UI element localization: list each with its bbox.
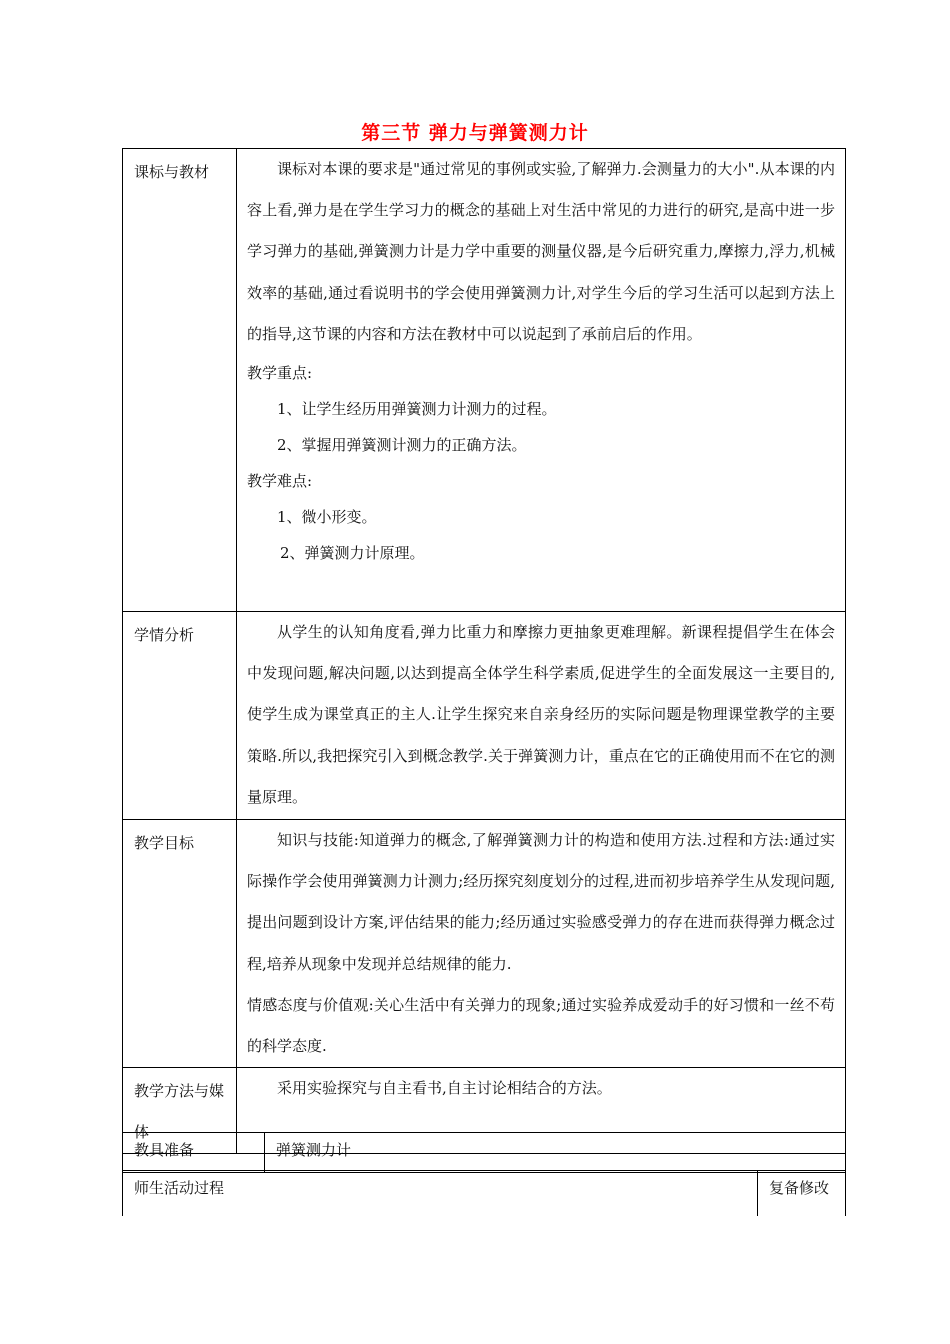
- key-point-item: 2、掌握用弹簧测计测力的正确方法。: [277, 436, 527, 455]
- difficulty-item: 1、微小形变。: [277, 508, 377, 527]
- xueqing-text: 从学生的认知角度看,弹力比重力和摩擦力更抽象更难理解。新课程提倡学生在体会中发现问题,解决问题,以达到提高全体学生科学素质,促进学生的全面发展这一主要目的,使学生成为课堂真正的主人.让学生探究来自亲身经历的实际问题是物理课堂教学的主要策略.所以,我把探究引入到概念教学.关于弹簧测力计，重点在它的正确使用而不在它的测量原理。: [247, 623, 835, 806]
- fangfa-text: 采用实验探究与自主看书,自主讨论相结合的方法。: [277, 1079, 612, 1098]
- table-row-xueqing: [123, 612, 846, 820]
- key-point-item: 1、让学生经历用弹簧测力计测力的过程。: [277, 400, 557, 419]
- fangfa-label: 教学方法与媒体: [123, 1068, 237, 1154]
- lesson-plan-table: [122, 148, 846, 1154]
- key-points-heading: 教学重点:: [247, 364, 313, 383]
- mubiao-label: 教学目标: [123, 820, 237, 1068]
- mubiao-knowledge-text: 知识与技能:知道弹力的概念,了解弹簧测力计的构造和使用方法.过程和方法:通过实际操作学会使用弹簧测力计测力;经历探究刻度划分的过程,进而初步培养学生从发现问题,提出问题到设计方案,评估结果的能力;经历通过实验感受弹力的存在进而获得弹力概念过程,培养从现象中发现并总结规律的能力.: [247, 831, 835, 973]
- xueqing-content: [237, 612, 846, 820]
- table-row-huodong: [123, 1171, 846, 1217]
- jiaoju-content: 弹簧测力计: [265, 1133, 846, 1173]
- kebiao-label: 课标与教材: [123, 149, 237, 612]
- xueqing-label: 学情分析: [123, 612, 237, 820]
- difficulties-heading: 教学难点:: [247, 472, 313, 491]
- kebiao-intro: 课标对本课的要求是"通过常见的事例或实验,了解弹力.会测量力的大小".从本课的内容上看,弹力是在学生学习力的概念的基础上对生活中常见的力进行的研究,是高中进一步学习弹力的基础,弹簧测力计是力学中重要的测量仪器,是今后研究重力,摩擦力,浮力,机械效率的基础,通过看说明书的学会使用弹簧测力计,对学生今后的学习生活可以起到方法上的指导,这节课的内容和方法在教材中可以说起到了承前启后的作用。: [247, 160, 835, 343]
- kebiao-content: [237, 149, 846, 612]
- mubiao-attitude-text: 情感态度与价值观:关心生活中有关弹力的现象;通过实验养成爱动手的好习惯和一丝不苟的科学态度.: [247, 995, 835, 1056]
- page-title: 第三节 弹力与弹簧测力计: [361, 122, 589, 144]
- huodong-label: 师生活动过程: [123, 1171, 758, 1217]
- table-row-mubiao: [123, 820, 846, 1068]
- teaching-aids-table: [122, 1132, 846, 1173]
- revision-label: 复备修改: [758, 1171, 846, 1217]
- activity-process-table: [122, 1170, 846, 1216]
- jiaoju-label: 教具准备: [123, 1133, 265, 1173]
- table-row-kebiao: [123, 149, 846, 612]
- mubiao-content: [237, 820, 846, 1068]
- difficulty-item: 2、弹簧测力计原理。: [280, 544, 425, 563]
- table-row-jiaoju: [123, 1133, 846, 1173]
